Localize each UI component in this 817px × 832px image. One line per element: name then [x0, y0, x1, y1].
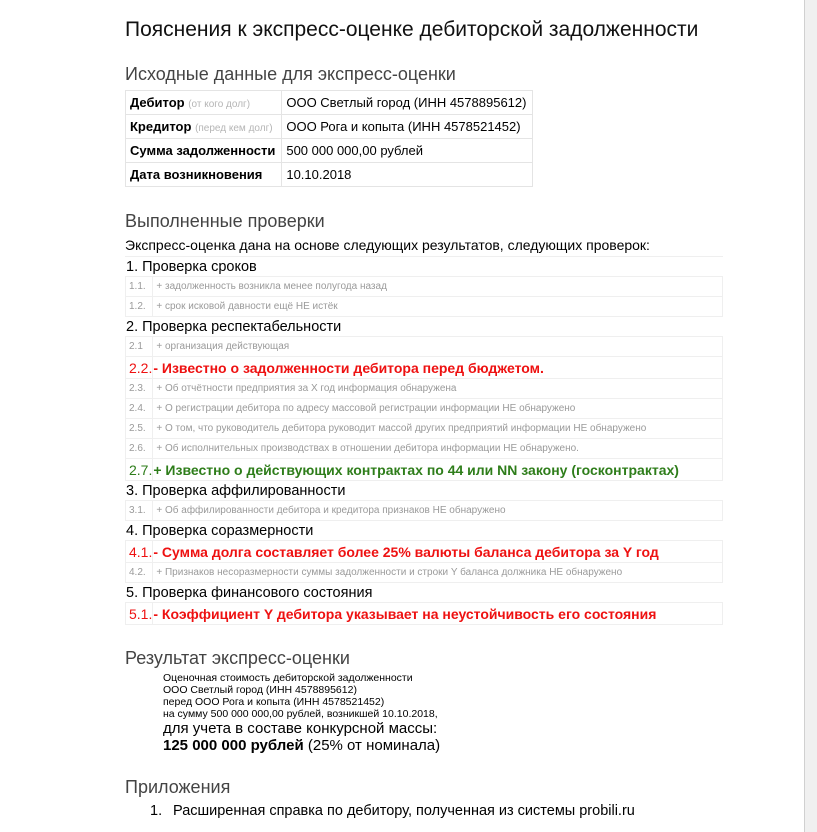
check-group-number: 2.: [126, 318, 139, 335]
check-group-number: 4.: [126, 522, 139, 539]
check-group-cell: [125, 257, 723, 277]
check-item-row: [125, 337, 723, 357]
source-data-label: Дата возникновения: [130, 167, 263, 182]
result-amount: 125 000 000 рублей: [163, 737, 304, 754]
result-line: ООО Светлый город (ИНН 4578895612): [163, 684, 357, 696]
source-data-label-cell: [126, 115, 282, 139]
check-item-row: [125, 419, 723, 439]
source-data-row: [126, 115, 533, 139]
check-item-number: 5.1.: [126, 603, 153, 625]
check-group-title: Проверка аффилированности: [142, 482, 346, 499]
check-item-row: [125, 541, 723, 563]
check-group-number: 1.: [126, 258, 139, 275]
source-data-value: 500 000 000,00 рублей: [282, 139, 533, 163]
check-group-row: [125, 583, 723, 603]
check-item-row: [125, 379, 723, 399]
source-data-label-cell: [126, 91, 282, 115]
check-item-row: [125, 459, 723, 481]
check-item-row: [125, 277, 723, 297]
check-group-row: [125, 521, 723, 541]
check-item-text: + Признаков несоразмерности суммы задолженности и строки Y баланса должника НЕ обнаружено: [153, 563, 723, 583]
check-item-row: [125, 297, 723, 317]
source-data-hint: (перед кем долг): [195, 123, 273, 134]
appendix-heading: Приложения: [125, 777, 231, 797]
check-group-row: [125, 257, 723, 277]
check-group-title: Проверка финансового состояния: [142, 584, 373, 601]
source-data-value: ООО Светлый город (ИНН 4578895612): [282, 91, 533, 115]
check-item-text: - Известно о задолженности дебитора перед бюджетом.: [153, 357, 723, 379]
source-data-row: [126, 163, 533, 187]
check-item-number: 2.1: [126, 337, 153, 357]
checks-intro: Экспресс-оценка дана на основе следующих результатов, следующих проверок:: [125, 237, 650, 253]
check-item-number: 2.7.: [126, 459, 153, 481]
check-item-number: 1.1.: [126, 277, 153, 297]
check-item-row: [125, 439, 723, 459]
check-item-text: + О том, что руководитель дебитора руководит массой других предприятий информации НЕ обнаружено: [153, 419, 723, 439]
check-item-number: 2.6.: [126, 439, 153, 459]
check-item-number: 2.2.: [126, 357, 153, 379]
appendix-item-number: 1.: [150, 803, 163, 819]
result-purpose: для учета в составе конкурсной массы:: [163, 720, 438, 737]
check-group-row: [125, 317, 723, 337]
source-data-heading: Исходные данные для экспресс-оценки: [125, 64, 456, 84]
appendix-item[interactable]: [150, 803, 635, 819]
check-group-number: 3.: [126, 482, 139, 499]
check-item-row: [125, 603, 723, 625]
check-item-text: + О регистрации дебитора по адресу массовой регистрации информации НЕ обнаружено: [153, 399, 723, 419]
source-data-label: Дебитор: [130, 95, 185, 110]
source-data-label: Кредитор: [130, 119, 192, 134]
check-group-cell: [125, 317, 723, 337]
check-item-number: 3.1.: [126, 501, 153, 521]
page-title: Пояснения к экспресс-оценке дебиторской задолженности: [125, 18, 699, 41]
checks-table: [125, 256, 723, 625]
check-item-text: - Коэффициент Y дебитора указывает на неустойчивость его состояния: [153, 603, 723, 625]
checks-heading: Выполненные проверки: [125, 211, 325, 231]
check-item-text: + срок исковой давности ещё НЕ истёк: [153, 297, 723, 317]
check-item-text: + Известно о действующих контрактах по 44 или NN закону (госконтрактах): [153, 459, 723, 481]
source-data-label-cell: [126, 163, 282, 187]
result-value: [163, 737, 440, 754]
check-item-number: 4.1.: [126, 541, 153, 563]
check-group-number: 5.: [126, 584, 139, 601]
source-data-table: [125, 90, 533, 187]
result-line: Оценочная стоимость дебиторской задолженности: [163, 672, 413, 684]
source-data-label-cell: [126, 139, 282, 163]
check-item-text: + организация действующая: [153, 337, 723, 357]
check-group-row: [125, 481, 723, 501]
check-item-number: 2.3.: [126, 379, 153, 399]
check-item-number: 2.5.: [126, 419, 153, 439]
source-data-hint: (от кого долг): [188, 99, 251, 110]
check-item-row: [125, 399, 723, 419]
check-item-number: 2.4.: [126, 399, 153, 419]
check-group-title: Проверка соразмерности: [142, 522, 314, 539]
result-block: [163, 672, 440, 754]
result-line: на сумму 500 000 000,00 рублей, возникшей 10.10.2018,: [163, 708, 438, 720]
check-item-number: 1.2.: [126, 297, 153, 317]
check-item-row: [125, 563, 723, 583]
result-percent-note: (25% от номинала): [307, 737, 441, 754]
result-heading: Результат экспресс-оценки: [125, 648, 350, 668]
source-data-value: ООО Рога и копыта (ИНН 4578521452): [282, 115, 533, 139]
check-item-row: [125, 357, 723, 379]
check-group-cell: [125, 583, 723, 603]
check-item-row: [125, 501, 723, 521]
check-group-title: Проверка респектабельности: [142, 318, 342, 335]
source-data-value: 10.10.2018: [282, 163, 533, 187]
scrollbar[interactable]: [804, 0, 817, 832]
check-item-text: - Сумма долга составляет более 25% валюты баланса дебитора за Y год: [153, 541, 723, 563]
check-group-cell: [125, 481, 723, 501]
source-data-row: [126, 139, 533, 163]
check-item-text: + Об аффилированности дебитора и кредитора признаков НЕ обнаружено: [153, 501, 723, 521]
source-data-row: [126, 91, 533, 115]
source-data-label: Сумма задолженности: [130, 143, 276, 158]
check-item-text: + Об отчётности предприятия за Х год информация обнаружена: [153, 379, 723, 399]
check-group-cell: [125, 521, 723, 541]
result-line: перед ООО Рога и копыта (ИНН 4578521452): [163, 696, 385, 708]
appendix-item-text: Расширенная справка по дебитору, полученная из системы probili.ru: [173, 803, 635, 819]
check-group-title: Проверка сроков: [142, 258, 257, 275]
appendix-list: [150, 803, 635, 819]
check-item-text: + задолженность возникла менее полугода назад: [153, 277, 723, 297]
check-item-text: + Об исполнительных производствах в отношении дебитора информации НЕ обнаружено.: [153, 439, 723, 459]
check-item-number: 4.2.: [126, 563, 153, 583]
